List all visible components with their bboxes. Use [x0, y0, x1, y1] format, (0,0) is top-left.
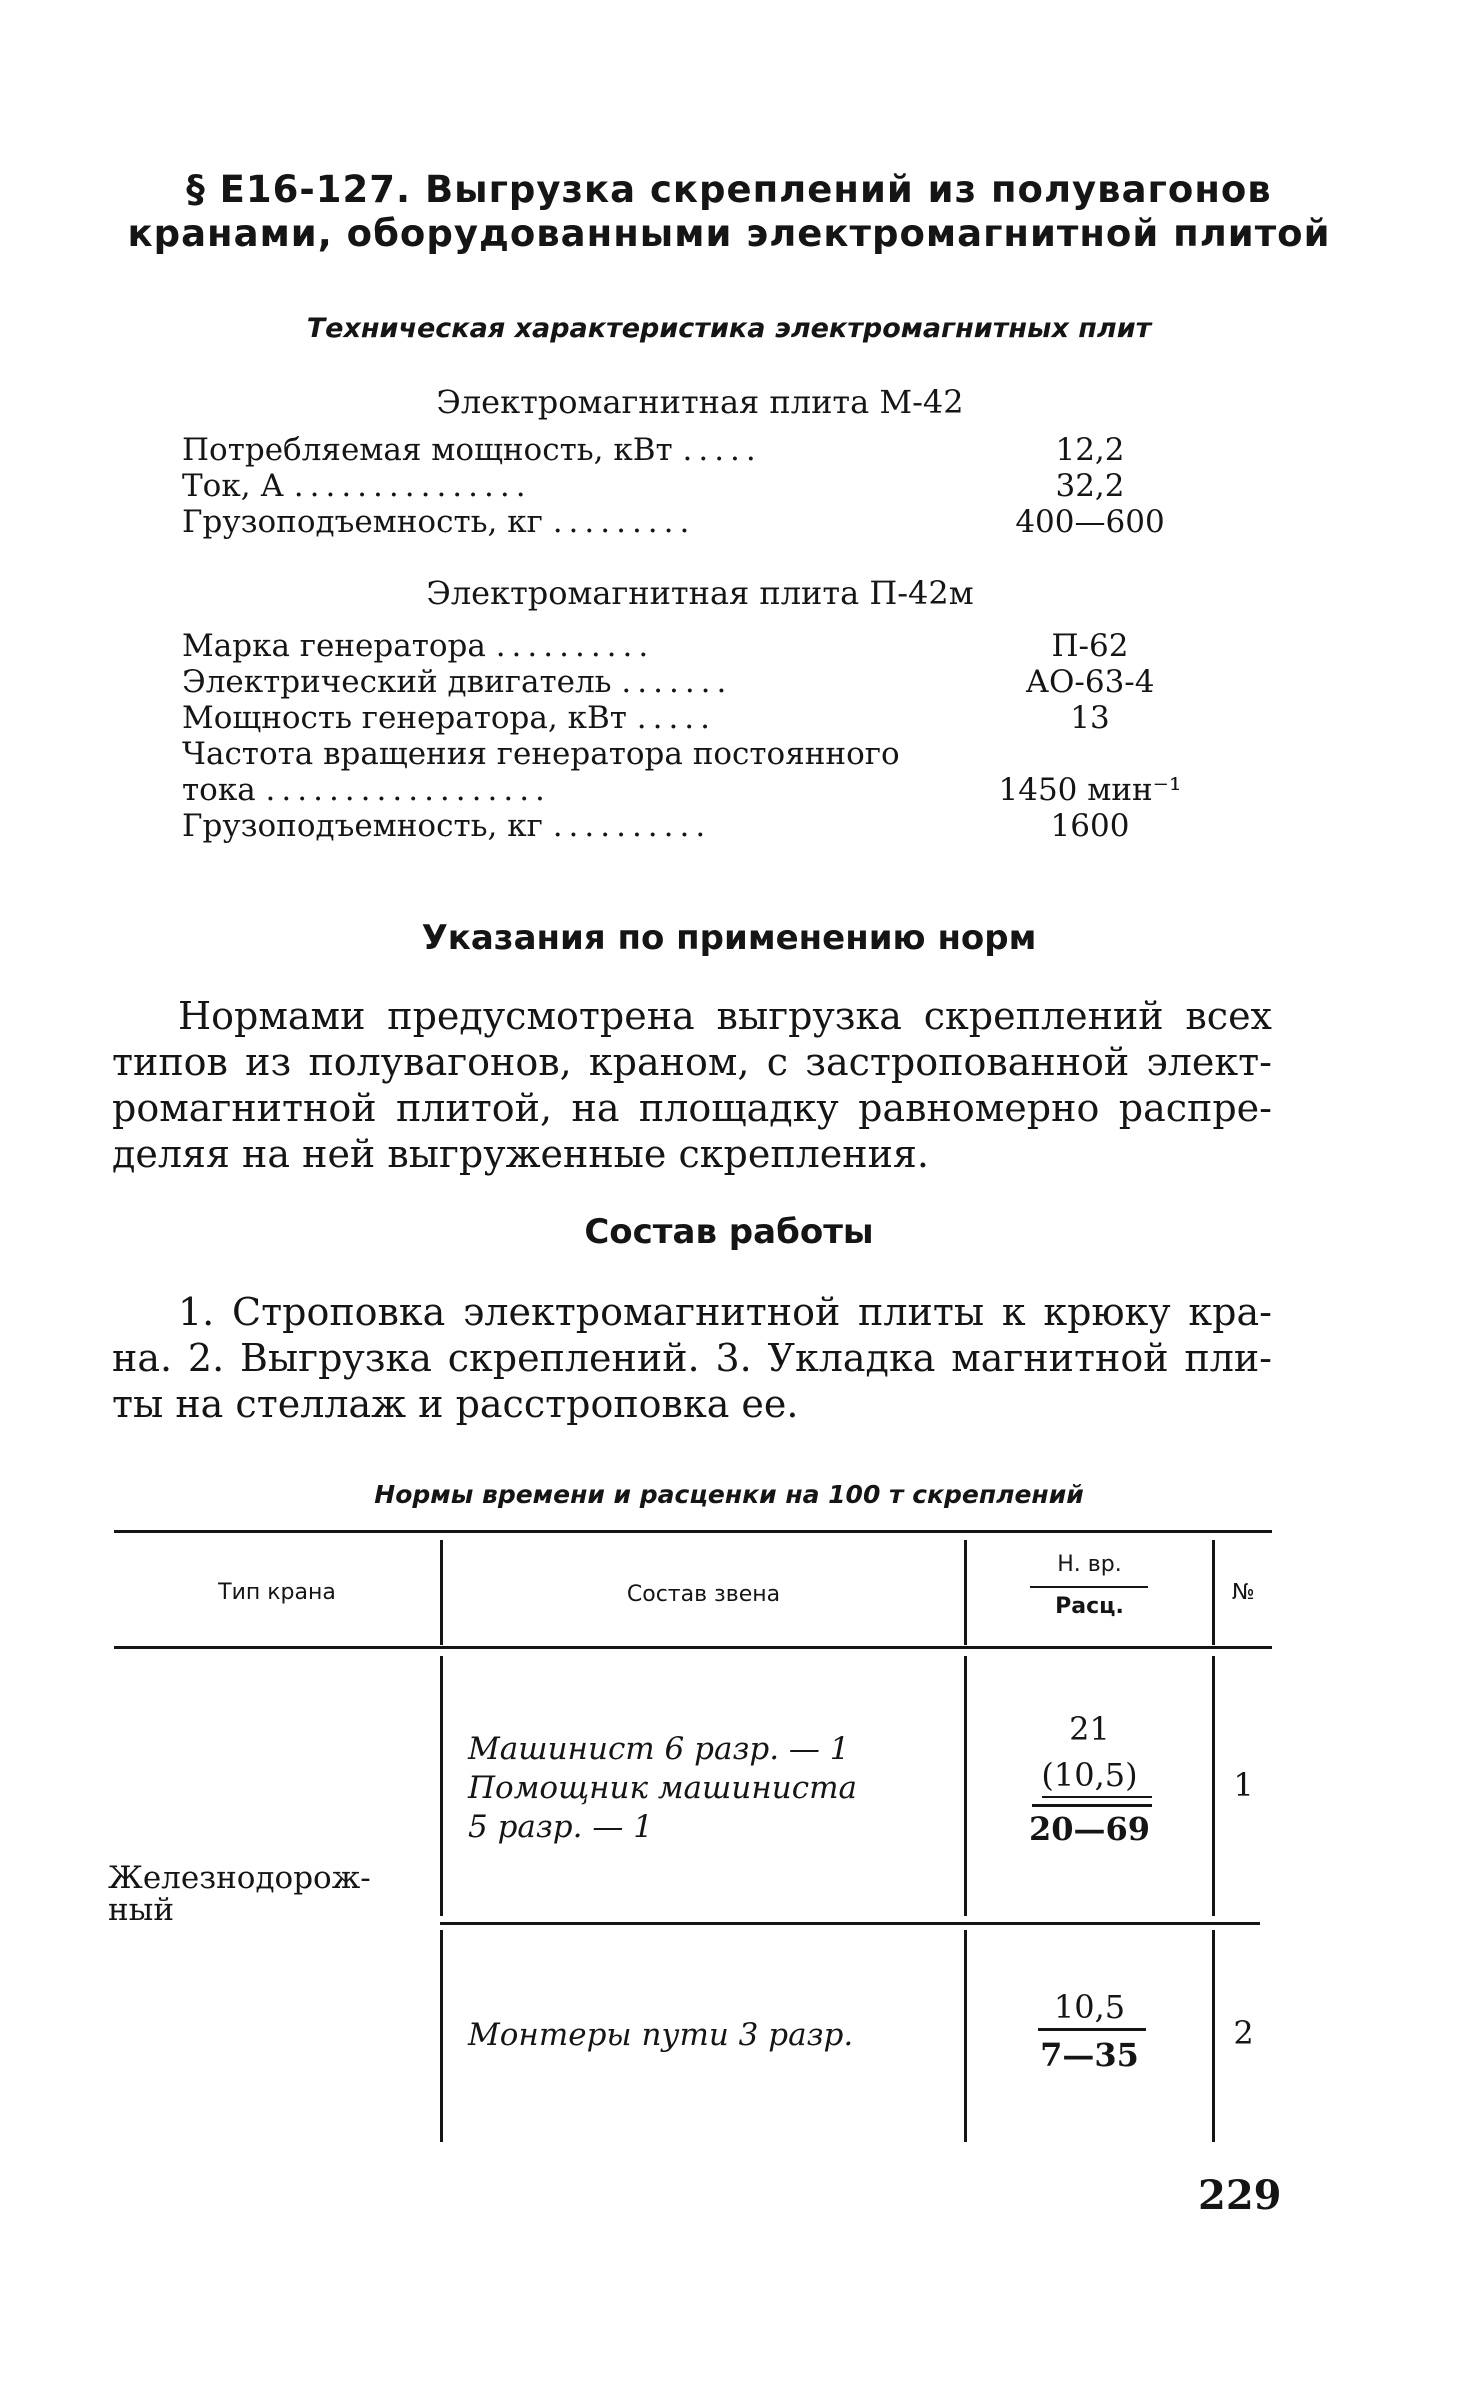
paragraph-line: Нормами предусмотрена выгрузка скреплений всех [178, 994, 1272, 1038]
fraction-bar [1032, 1804, 1152, 1807]
section-heading-line-2: кранами, оборудованными электромагнитной плитой [127, 212, 1331, 255]
rate: 20—69 [1028, 1810, 1151, 1848]
crew-cell: Машинист 6 разр. — 1 Помощник машиниста 5 разр. — 1 [468, 1731, 857, 1845]
header-norm: Н. вр. [1057, 1552, 1122, 1577]
norm-time: 21 [1069, 1710, 1110, 1748]
header-norm-fraction-bar [1030, 1586, 1148, 1588]
section-heading-line-1: § Е16-127. Выгрузка скреплений из полувагонов [186, 168, 1272, 211]
rate: 7—35 [1040, 2036, 1139, 2074]
paragraph-line: ромагнитной плитой, на площадку равномерно распре- [112, 1086, 1272, 1130]
row-number: 1 [1233, 1766, 1254, 1804]
header-crane-type: Тип крана [218, 1580, 336, 1605]
paragraph-line: деляя на ней выгруженные скрепления. [112, 1132, 929, 1176]
plate-m42-title: Электромагнитная плита М-42 [436, 383, 964, 421]
spec-value: АО-63-4 [1025, 664, 1155, 700]
row-number: 2 [1233, 2014, 1254, 2052]
paragraph-line: 1. Строповка электромагнитной плиты к крюку кра- [178, 1290, 1272, 1334]
header-crew: Состав звена [626, 1582, 781, 1607]
spec-value: 400—600 [1015, 504, 1165, 540]
fraction-bar [1038, 2028, 1146, 2031]
tech-spec-title: Техническая характеристика электромагнитных плит [306, 313, 1152, 344]
spec-label: тока .................. [182, 772, 551, 808]
fraction-bar [1042, 1796, 1152, 1798]
spec-value: 32,2 [1055, 468, 1125, 504]
spec-label: Потребляемая мощность, кВт ..... [182, 432, 762, 468]
header-rate: Расц. [1055, 1594, 1124, 1619]
spec-label: Марка генератора .......... [182, 628, 655, 664]
norm-time: 10,5 [1053, 1988, 1126, 2026]
spec-label: Ток, А ............... [182, 468, 532, 504]
spec-label: Грузоподъемность, кг .......... [182, 808, 712, 844]
column-divider [440, 1930, 443, 2142]
column-divider [440, 1656, 443, 1916]
page-number: 229 [1198, 2172, 1282, 2219]
instructions-title: Указания по применению норм [421, 918, 1037, 958]
table-header-rule [114, 1646, 1272, 1649]
plate-p42m-title: Электромагнитная плита П-42м [426, 574, 974, 612]
paragraph-line: типов из полувагонов, краном, с застропованной элект- [112, 1040, 1272, 1084]
spec-value: 1600 [1050, 808, 1130, 844]
table-top-rule [114, 1530, 1272, 1533]
paragraph-line: ты на стеллаж и расстроповка ее. [112, 1382, 799, 1426]
crane-type-cell: Железнодорож- ный [108, 1860, 371, 1928]
spec-value: 1450 мин⁻¹ [998, 772, 1182, 808]
header-number: № [1232, 1580, 1255, 1605]
spec-value: 13 [1070, 700, 1110, 736]
spec-label: Электрический двигатель ....... [182, 664, 733, 700]
crew-cell: Монтеры пути 3 разр. [468, 2017, 854, 2053]
spec-value: 12,2 [1055, 432, 1125, 468]
row-separator [440, 1922, 1260, 1925]
work-title: Состав работы [584, 1212, 874, 1252]
spec-label: Мощность генератора, кВт ..... [182, 700, 717, 736]
norm-time-alt: (10,5) [1041, 1756, 1138, 1794]
paragraph-line: на. 2. Выгрузка скреплений. 3. Укладка магнитной пли- [112, 1336, 1272, 1380]
spec-value: П-62 [1051, 628, 1129, 664]
spec-label: Частота вращения генератора постоянного [182, 736, 900, 772]
table-caption: Нормы времени и расценки на 100 т скреплений [374, 1480, 1084, 1509]
spec-label: Грузоподъемность, кг ......... [182, 504, 696, 540]
